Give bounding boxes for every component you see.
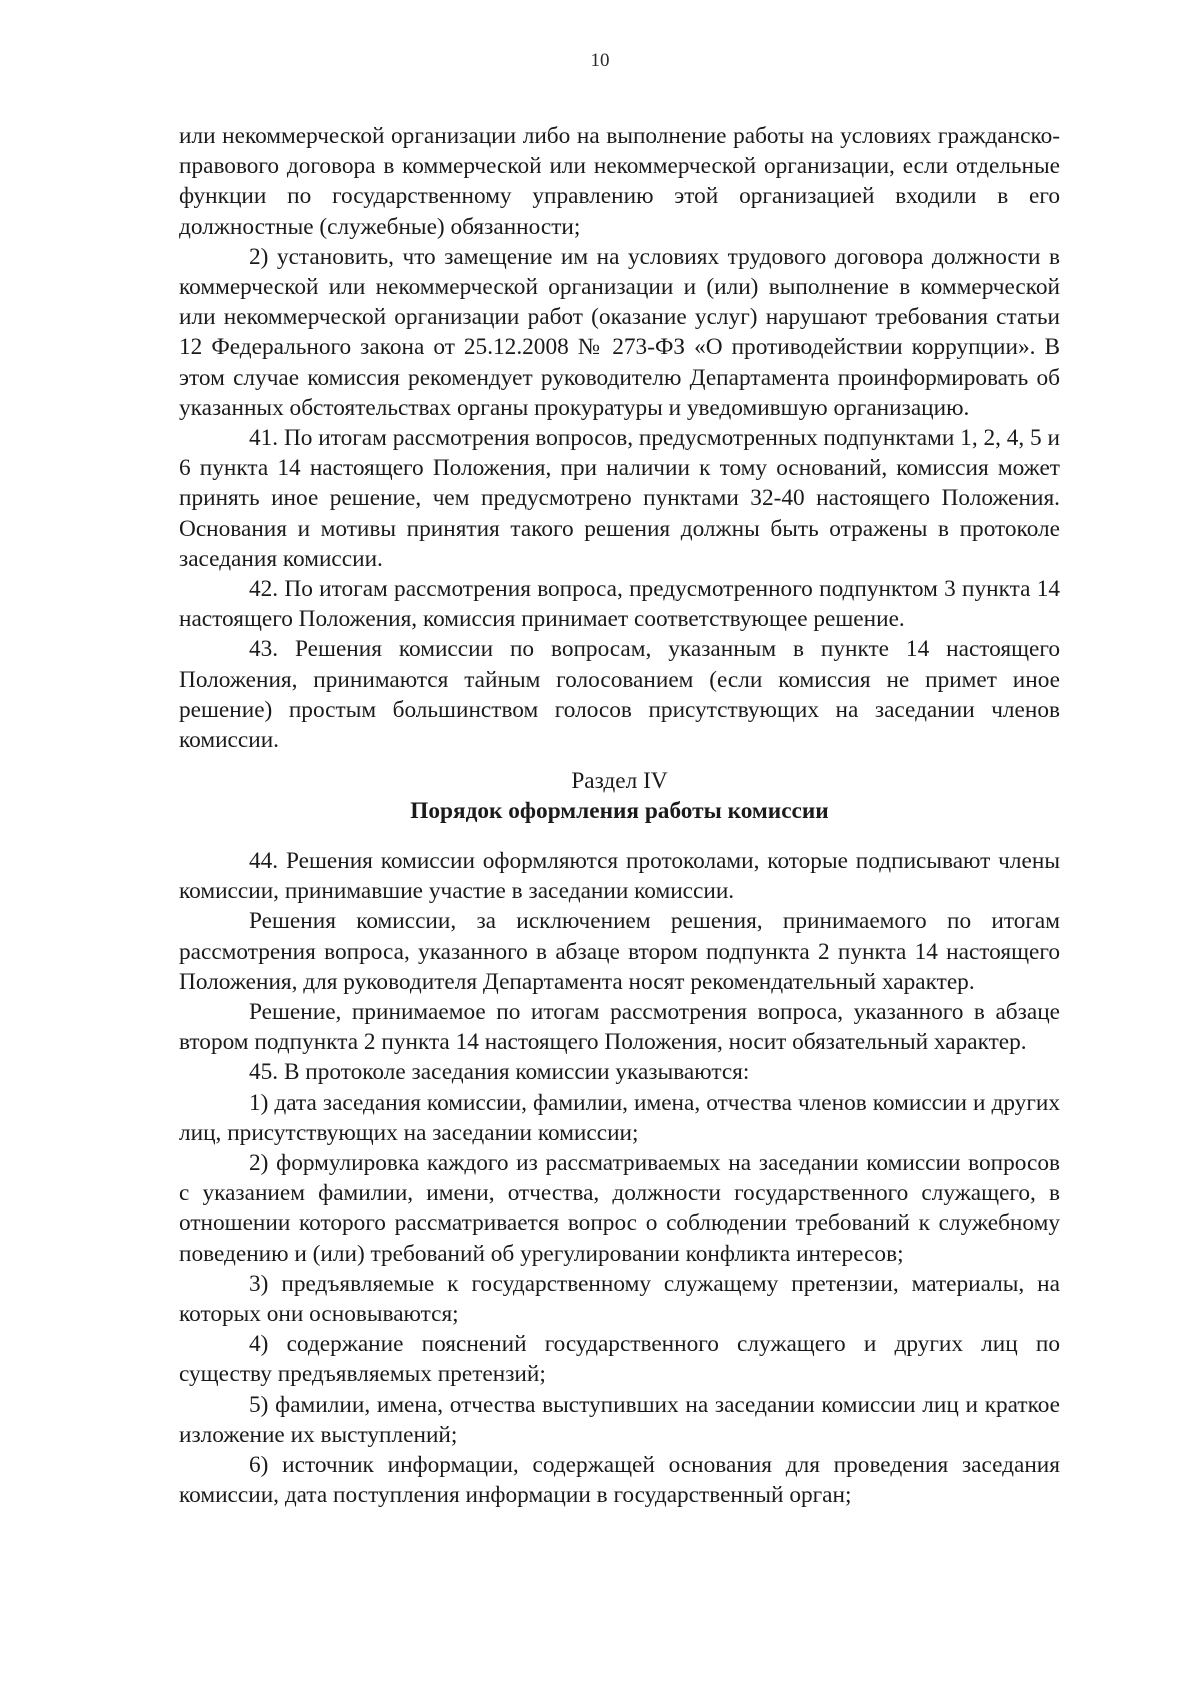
list-item: 6) источник информации, содержащей основания для проведения заседания комиссии, дата поступления информации в государственный орган; xyxy=(179,1452,1060,1509)
paragraph-41: 41. По итогам рассмотрения вопросов, предусмотренных подпунктами 1, 2, 4, 5 и 6 пункта 14 настоящего Положения, при наличии к тому оснований, комиссия может принять иное решение, чем предусмотрено пунктами 32-40 настоящего Положения. Основания и мотивы принятия такого решения должны быть отражены в протоколе заседания комиссии. xyxy=(179,425,1060,572)
paragraph-43: 43. Решения комиссии по вопросам, указанным в пункте 14 настоящего Положения, принимаются тайным голосованием (если комиссия не примет иное решение) простым большинством голосов присутствующих на заседании членов комиссии. xyxy=(179,636,1060,754)
section-label: Раздел IV xyxy=(571,768,668,794)
paragraph-continuation: или некоммерческой организации либо на выполнение работы на условиях гражданско-правового договора в коммерческой или некоммерческой организации, если отдельные функции по государственному управлению этой организацией входили в его должностные (служебные) обязанности; xyxy=(179,123,1060,240)
list-item: 2) формулировка каждого из рассматриваемых на заседании комиссии вопросов с указанием фамилии, имени, отчества, должности государственного служащего, в отношении которого рассматривается вопрос о соблюдении требований к служебному поведению и (или) требований об урегулировании конфликта интересов; xyxy=(179,1150,1060,1267)
paragraph-44-decisions: Решения комиссии, за исключением решения, принимаемого по итогам рассмотрения вопроса, указанного в абзаце втором подпункта 2 пункта 14 настоящего Положения, для руководителя Департамента носят рекомендательный характер. xyxy=(179,908,1060,995)
paragraph-44: 44. Решения комиссии оформляются протоколами, которые подписывают члены комиссии, принимавшие участие в заседании комиссии. xyxy=(179,848,1060,905)
paragraph-44-mandatory: Решение, принимаемое по итогам рассмотрения вопроса, указанного в абзаце втором подпункта 2 пункта 14 настоящего Положения, носит обязательный характер. xyxy=(179,999,1060,1056)
list-item: 1) дата заседания комиссии, фамилии, имена, отчества членов комиссии и других лиц, присутствующих на заседании комиссии; xyxy=(179,1089,1060,1146)
section-title: Порядок оформления работы комиссии xyxy=(410,798,829,824)
page-number: 10 xyxy=(590,50,610,71)
paragraph-45: 45. В протоколе заседания комиссии указываются: xyxy=(249,1059,750,1086)
paragraph-subitem-2: 2) установить, что замещение им на условиях трудового договора должности в коммерческой или некоммерческой организации и (или) выполнение в коммерческой или некоммерческой организации работ (оказание услуг) нарушают требования статьи 12 Федерального закона от 25.12.2008 № 273-ФЗ «О противодействии коррупции». В этом случае комиссия рекомендует руководителю Департамента проинформировать об указанных обстоятельствах органы прокуратуры и уведомившую организацию. xyxy=(179,243,1060,421)
body-text-top xyxy=(179,121,1060,755)
list-item: 3) предъявляемые к государственному служащему претензии, материалы, на которых они основываются; xyxy=(179,1270,1060,1328)
body-text-bottom xyxy=(179,846,1060,1510)
list-item: 5) фамилии, имена, отчества выступивших на заседании комиссии лиц и краткое изложение их выступлений; xyxy=(179,1391,1060,1448)
section-heading xyxy=(179,766,1060,826)
list-item: 4) содержание пояснений государственного служащего и других лиц по существу предъявляемых претензий; xyxy=(179,1331,1060,1388)
paragraph-42: 42. По итогам рассмотрения вопроса, предусмотренного подпунктом 3 пункта 14 настоящего Положения, комиссия принимает соответствующее решение. xyxy=(179,576,1060,633)
